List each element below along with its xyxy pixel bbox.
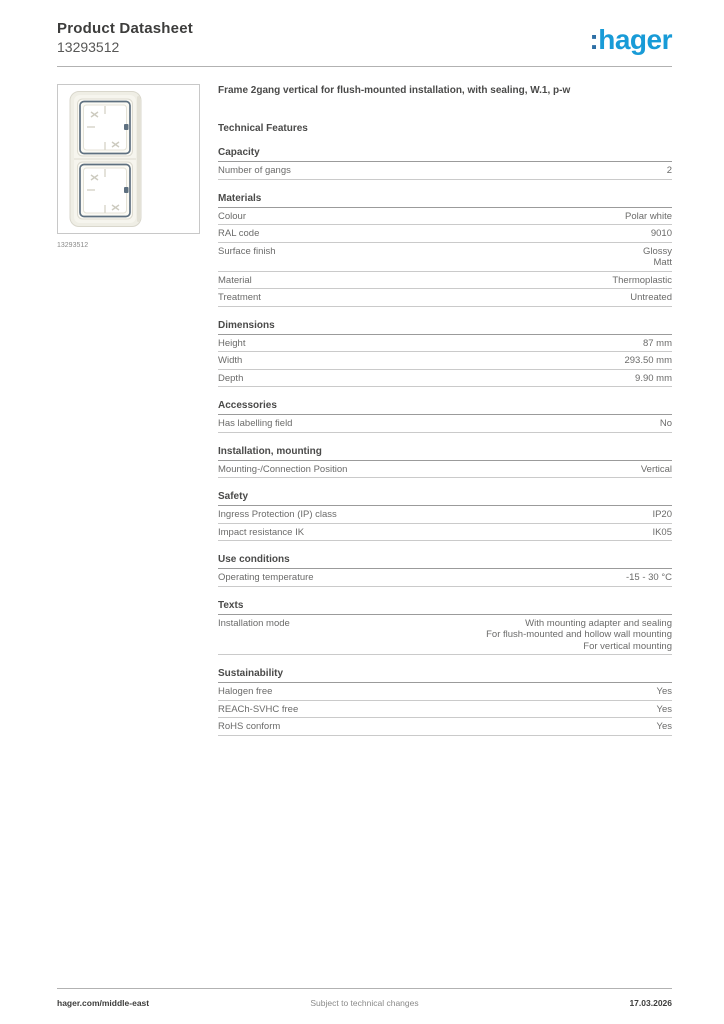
spec-section-title: Sustainability [218,668,672,683]
footer-date: 17.03.2026 [629,998,672,1008]
spec-section [218,400,672,433]
spec-section-title: Accessories [218,400,672,415]
spec-row-value: 9.90 mm [635,372,672,384]
spec-row [218,683,672,701]
spec-row-label: Impact resistance IK [218,526,305,538]
spec-row-label: Colour [218,210,246,222]
logo-wordmark: hager [598,24,672,55]
spec-row-value: Vertical [640,463,672,475]
spec-row-label: Width [218,355,243,366]
document-title: Product Datasheet [57,20,193,37]
spec-row [218,718,672,736]
spec-row-value: IP20 [652,509,672,520]
spec-row-value: Untreated [630,292,672,303]
spec-row-label: Installation mode [218,617,290,629]
header-product-number: 13293512 [57,39,120,55]
spec-row [218,162,672,180]
specifications [218,84,672,736]
product-photo-column [57,84,200,736]
technical-features-heading: Technical Features [218,123,308,134]
spec-row [218,415,672,433]
hager-logo [589,26,672,54]
spec-row [218,243,672,272]
spec-section-title: Dimensions [218,320,672,335]
spec-row-value: No [659,418,672,429]
frame-2gang-illustration [67,90,145,228]
spec-section [218,491,672,541]
header-titles [57,20,193,55]
product-photo-caption: 13293512 [57,242,89,249]
page-header [57,20,672,55]
spec-section [218,446,672,479]
spec-row-label: Operating temperature [218,572,314,583]
spec-row-label: Treatment [218,292,261,303]
product-title: Frame 2gang vertical for flush-mounted installation, with sealing, W.1, p-w [218,85,571,96]
spec-row-value: With mounting adapter and sealing For flush-mounted and hollow wall mounting For vertical mounting [486,617,672,652]
page-footer [57,988,672,1008]
spec-row-label: Mounting-/Connection Position [218,463,348,475]
spec-section [218,147,672,180]
spec-sections [218,147,672,736]
spec-row-label: REACh-SVHC free [218,703,299,715]
spec-row-label: Ingress Protection (IP) class [218,509,337,520]
spec-row-value: Polar white [625,210,672,222]
spec-row [218,225,672,243]
spec-row-label: Halogen free [218,686,273,697]
spec-row [218,615,672,656]
spec-row [218,524,672,542]
spec-row-label: Surface finish [218,245,276,257]
footer-website: hager.com/middle-east [57,998,150,1008]
main-content [57,84,672,736]
spec-row-label: Number of gangs [218,165,291,176]
spec-section-title: Installation, mounting [218,446,672,461]
spec-row [218,569,672,587]
spec-row [218,208,672,226]
spec-row [218,272,672,290]
header-divider [57,66,672,67]
spec-row-value: Yes [656,686,672,697]
spec-row [218,370,672,388]
spec-section-title: Use conditions [218,554,672,569]
spec-section-title: Capacity [218,147,672,162]
spec-row [218,335,672,353]
spec-section [218,193,672,307]
spec-row-value: 9010 [650,228,672,239]
spec-row-label: RoHS conform [218,721,281,732]
spec-row-label: Depth [218,372,244,384]
spec-row-value: -15 - 30 °C [625,572,672,583]
logo-colon: : [589,24,599,55]
spec-row-value: 293.50 mm [624,355,672,366]
spec-row-value: Thermoplastic [612,274,672,286]
spec-row-label: Has labelling field [218,418,293,429]
spec-section [218,320,672,388]
spec-row-value: 2 [666,165,672,176]
spec-section [218,554,672,587]
spec-row-label: Height [218,337,246,349]
spec-row [218,289,672,307]
spec-section-title: Safety [218,491,672,506]
spec-row [218,461,672,479]
spec-section-title: Texts [218,600,672,615]
spec-row [218,506,672,524]
product-photo [57,84,200,234]
spec-row-label: Material [218,274,252,286]
spec-section-title: Materials [218,193,672,208]
spec-section [218,600,672,656]
footer-disclaimer: Subject to technical changes [310,998,419,1008]
spec-row-value: IK05 [652,526,672,538]
spec-section [218,668,672,736]
spec-row-value: Yes [656,721,672,732]
spec-row-label: RAL code [218,228,260,239]
spec-row [218,352,672,370]
spec-row-value: Glossy Matt [642,245,672,268]
spec-row-value: Yes [656,703,672,715]
spec-row-value: 87 mm [642,337,672,349]
spec-row [218,701,672,719]
